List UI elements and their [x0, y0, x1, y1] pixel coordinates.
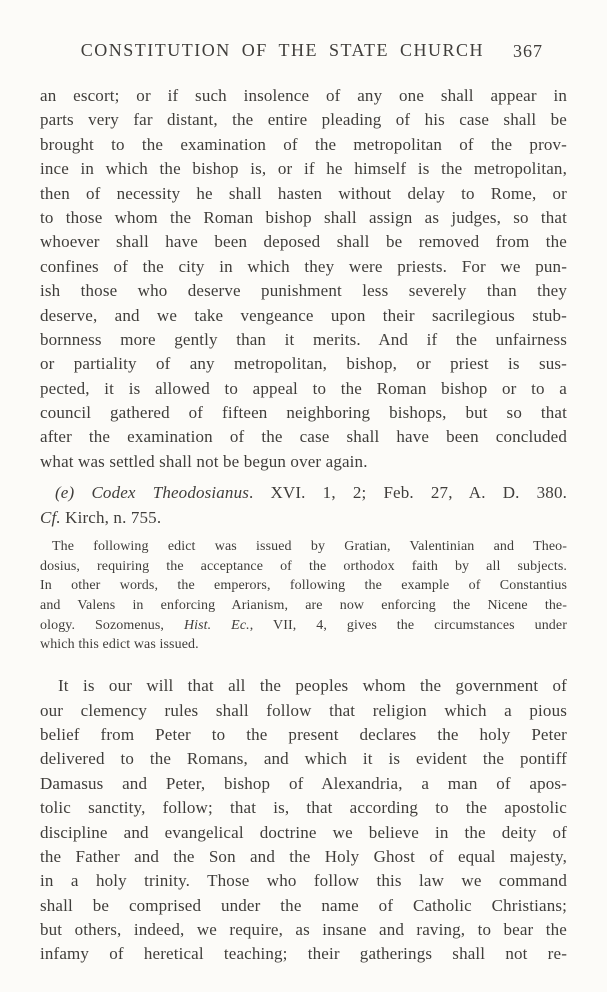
text-line	[40, 279, 567, 303]
text-segment: brought to the examination of the metropolitan of the prov-	[40, 134, 567, 154]
header-title: CONSTITUTION OF THE STATE CHURCH	[80, 40, 485, 60]
text-segment: dosius, requiring the acceptance of the orthodox faith by all subjects.	[40, 558, 567, 574]
text-line	[40, 616, 567, 636]
text-line	[40, 506, 567, 530]
text-line	[40, 425, 567, 449]
text-segment: It is our will that all the peoples whom the government of	[58, 676, 567, 696]
text-segment: delivered to the Romans, and which it is evident the pontiff	[40, 749, 567, 769]
text-segment: pected, it is allowed to appeal to the Roman bishop or to a	[40, 378, 567, 398]
text-line	[40, 108, 567, 132]
text-segment: confines of the city in which they were priests. For we pun-	[40, 256, 567, 276]
text-segment: ish those who deserve punishment less severely than they	[40, 281, 567, 301]
text-line	[40, 481, 567, 505]
text-segment: parts very far distant, the entire pleading of his case shall be	[40, 110, 567, 130]
text-line	[40, 576, 567, 596]
text-segment: after the examination of the case shall have been concluded	[40, 427, 567, 447]
text-line	[40, 206, 567, 230]
text-segment: and Valens in enforcing Arianism, are now enforcing the Nicene the-	[40, 598, 567, 614]
text-line	[40, 401, 567, 425]
text-segment: , VII, 4, gives the circumstances under	[249, 617, 567, 633]
text-line	[40, 182, 567, 206]
text-segment: The following edict was issued by Gratian, Valentinian and Theo-	[52, 539, 567, 555]
text-line	[40, 772, 567, 796]
text-segment: tolic sanctity, follow; that is, that according to the apostolic	[40, 798, 567, 818]
text-line	[40, 845, 567, 869]
text-line	[40, 674, 567, 698]
paragraph-source-citation	[40, 481, 567, 530]
text-line	[40, 84, 567, 108]
text-segment: whoever shall have been deposed shall be removed from the	[40, 232, 567, 252]
text-segment: or partiality of any metropolitan, bishop, or priest is sus-	[40, 354, 567, 374]
text-segment: council gathered of fifteen neighboring bishops, but so that	[40, 403, 567, 423]
text-segment: then of necessity he shall hasten without delay to Rome, or	[40, 183, 567, 203]
text-segment: our clemency rules shall follow that religion which a pious	[40, 700, 567, 720]
text-line	[40, 747, 567, 771]
text-segment: deserve, and we take vengeance upon their sacrilegious stub-	[40, 305, 567, 325]
text-line	[40, 133, 567, 157]
text-segment: to those whom the Roman bishop shall assign as judges, so that	[40, 207, 567, 227]
text-line	[40, 230, 567, 254]
text-line	[40, 821, 567, 845]
text-line	[40, 699, 567, 723]
text-segment: in a holy trinity. Those who follow this law we command	[40, 871, 567, 891]
text-line	[40, 894, 567, 918]
italic-text-segment: Cf.	[40, 507, 61, 527]
text-line	[40, 869, 567, 893]
text-segment: an escort; or if such insolence of any one shall appear in	[40, 86, 567, 105]
text-segment: Damasus and Peter, bishop of Alexandria, a man of apos-	[40, 773, 567, 793]
text-line	[40, 942, 567, 966]
text-segment: what was settled shall not be begun over again.	[40, 451, 368, 471]
text-line	[40, 723, 567, 747]
text-segment: . XVI. 1, 2; Feb. 27, A. D. 380.	[248, 483, 567, 503]
text-segment: ince in which the bishop is, or if he himself is the metropolitan,	[40, 159, 567, 179]
text-segment: which this edict was issued.	[40, 637, 199, 653]
text-segment: belief from Peter to the present declares the holy Peter	[40, 724, 567, 744]
italic-text-segment: Hist. Ec.	[183, 617, 250, 633]
paragraph-editorial-note	[40, 537, 567, 655]
text-line	[40, 635, 567, 655]
text-segment: ology. Sozomenus,	[40, 617, 184, 633]
text-line	[40, 918, 567, 942]
text-line	[40, 157, 567, 181]
text-line	[40, 377, 567, 401]
text-segment: Kirch, n. 755.	[60, 507, 162, 527]
text-segment: In other words, the emperors, following the example of Constantius	[40, 578, 567, 594]
paragraph-continuation-text	[40, 84, 567, 474]
text-segment: infamy of heretical teaching; their gatherings shall not re-	[40, 944, 567, 964]
italic-text-segment: (e)	[55, 483, 92, 503]
text-line	[40, 328, 567, 352]
text-line	[40, 352, 567, 376]
text-segment: the Father and the Son and the Holy Ghost of equal majesty,	[40, 846, 567, 866]
text-line	[40, 796, 567, 820]
italic-text-segment: Codex Theodosianus	[91, 483, 249, 503]
text-line	[40, 596, 567, 616]
text-line	[40, 450, 567, 474]
text-line	[40, 537, 567, 557]
text-segment: discipline and evangelical doctrine we believe in the deity of	[40, 822, 567, 842]
text-segment: bornness more gently than it merits. And if the unfairness	[40, 329, 567, 349]
text-segment: but others, indeed, we require, as insane and raving, to bear the	[40, 920, 567, 940]
text-line	[40, 255, 567, 279]
text-line	[40, 304, 567, 328]
running-header	[40, 40, 567, 64]
paragraph-edict-text	[40, 674, 567, 967]
page-number: 367	[513, 41, 543, 61]
text-segment: shall be comprised under the name of Catholic Christians;	[40, 895, 567, 915]
text-line	[40, 557, 567, 577]
